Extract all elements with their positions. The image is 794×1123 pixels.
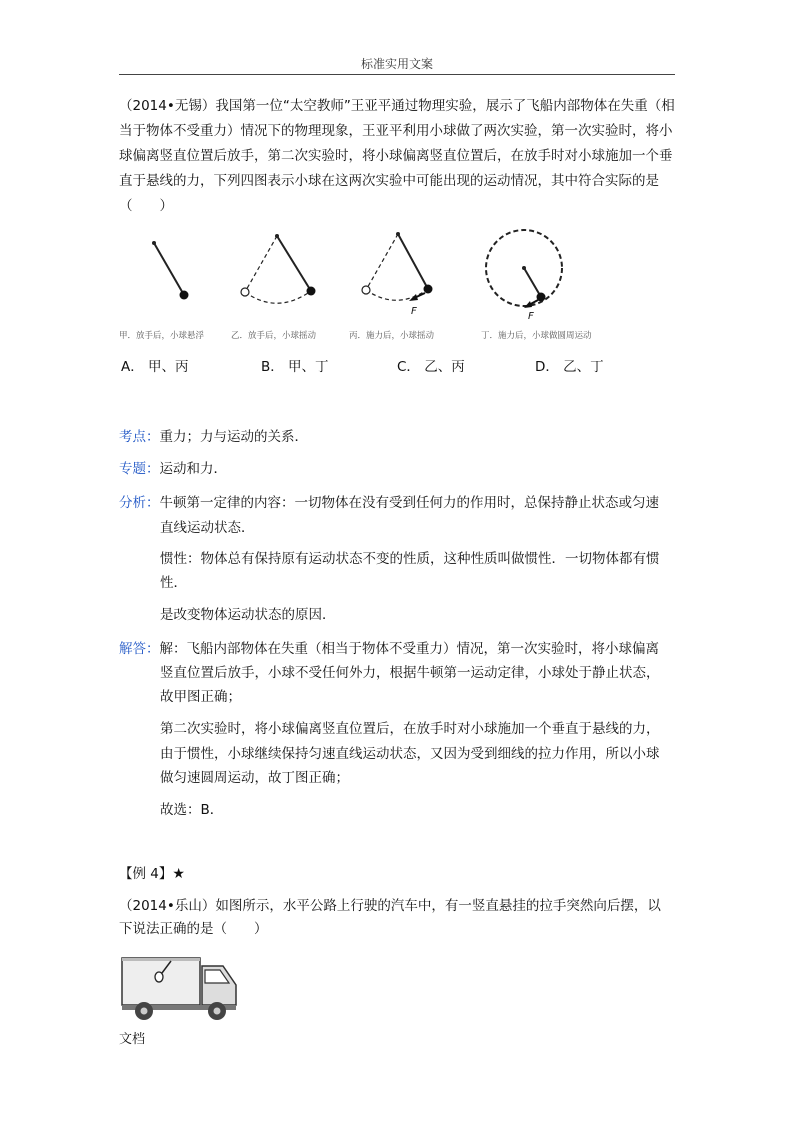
fenxi-line-2: 直线运动状态． — [160, 520, 255, 536]
pendulum-ding — [486, 230, 562, 322]
fenxi-row — [119, 490, 679, 516]
second-line-2: 由于惯性，小球继续保持匀速直线运动状态，又因为受到细线的拉力作用，所以小球 — [160, 746, 660, 762]
pendulum-yi — [241, 234, 316, 303]
jieda-line-1: 解：飞船内部物体在失重（相当于物体不受重力）情况，第一次实验时，将小球偏离 — [159, 641, 659, 657]
force-label-ding: F — [528, 311, 534, 322]
choice-d[interactable]: D． 乙、丁 — [535, 359, 604, 375]
caption-ding: 丁．施力后，小球做圆周运动 — [481, 331, 592, 341]
choice-a[interactable]: A． 甲、丙 — [121, 359, 189, 375]
example4-line-2: 下说法正确的是（ ） — [119, 921, 268, 937]
second-line-1: 第二次实验时，将小球偏离竖直位置后，在放手时对小球施加一个垂直于悬线的力， — [160, 721, 660, 737]
jieda-line-3: 故甲图正确； — [160, 689, 241, 705]
inertia-line-1: 惯性：物体总有保持原有运动状态不变的性质，这种性质叫做惯性．一切物体都有惯 — [160, 551, 660, 567]
caption-bing: 丙．施力后，小球摇动 — [349, 331, 435, 341]
header-title: 标准实用文案 — [360, 57, 433, 71]
caption-yi: 乙．放手后，小球摇动 — [231, 331, 317, 341]
example4-label: 【例 4】 — [119, 866, 173, 882]
jieda-line-2: 竖直位置后放手，小球不受任何外力，根据牛顿第一运动定律，小球处于静止状态， — [160, 665, 660, 681]
pendulum-figure — [119, 225, 619, 345]
kaodian-text: 重力；力与运动的关系． — [159, 429, 308, 445]
example4-line-1: （2014•乐山）如图所示，水平公路上行驶的汽车中，有一竖直悬挂的拉手突然向后摆，以 — [119, 898, 661, 914]
header-divider — [119, 74, 675, 75]
kaodian-label: 考点： — [119, 429, 160, 445]
choice-c[interactable]: C． 乙、丙 — [397, 359, 465, 375]
inertia-line-2: 性． — [160, 575, 187, 591]
fenxi-line-1: 牛顿第一定律的内容：一切物体在没有受到任何力的作用时，总保持静止状态或匀速 — [159, 495, 659, 511]
caption-jia: 甲．放手后，小球悬浮 — [119, 331, 205, 341]
fenxi-label: 分析： — [119, 495, 160, 511]
force-label-bing: F — [411, 306, 417, 317]
truck-figure — [119, 952, 241, 1026]
zhuanti-text: 运动和力． — [159, 461, 227, 477]
cause-text: 是改变物体运动状态的原因． — [160, 607, 336, 623]
choice-b[interactable]: B． 甲、丁 — [261, 359, 329, 375]
kaodian-row — [119, 424, 679, 450]
footer-text: 文档 — [119, 1032, 146, 1047]
question1-text: （2014•无锡）我国第一位“太空教师”王亚平通过物理实验，展示了飞船内部物体在失重（相当于物体不受重力）情况下的物理现象，王亚平利用小球做了两次实验，第一次实验时，将小球偏离竖直位置后放手，第二次实验时，将小球偏离竖直位置后，在放手时对小球施加一个垂直于悬线的力，下列四图表示小球在这两次实验中可能出现的运动情况，其中符合实际的是（ ） — [119, 98, 675, 214]
jieda-row — [119, 636, 679, 662]
zhuanti-label: 专题： — [119, 461, 160, 477]
star-icon: ★ — [172, 866, 185, 882]
jieda-label: 解答： — [119, 641, 160, 657]
pendulum-bing — [362, 232, 433, 317]
zhuanti-row — [119, 456, 679, 482]
example4-heading — [119, 862, 185, 882]
pendulum-jia — [152, 241, 189, 300]
conclusion-text: 故选：B． — [160, 802, 224, 818]
hanging-handle-icon — [155, 972, 163, 982]
answer-choices — [121, 355, 681, 379]
second-line-3: 做匀速圆周运动，故丁图正确； — [160, 770, 349, 786]
